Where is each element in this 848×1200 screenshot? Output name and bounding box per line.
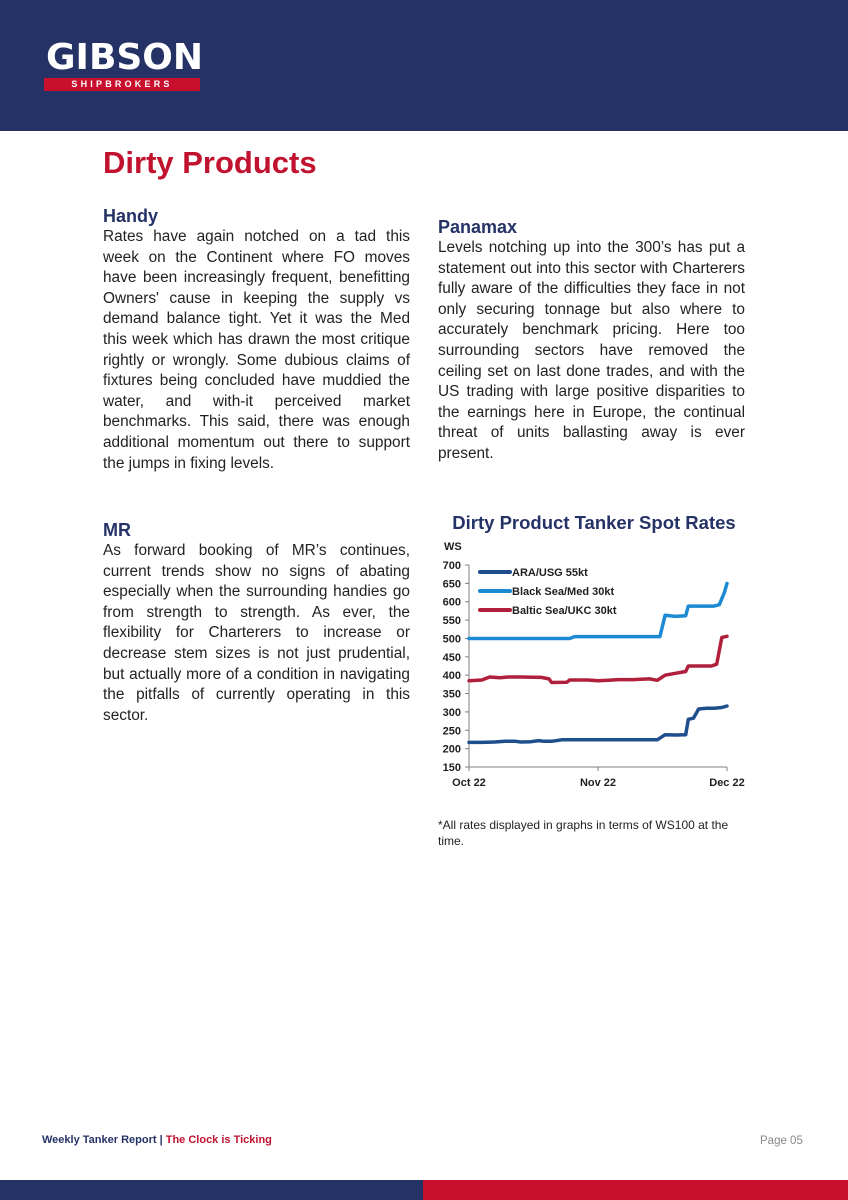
section-panamax: [438, 216, 745, 465]
section-body-panamax: Levels notching up into the 300’s has put a statement out into this sector with Charterers fully aware of the difficulties they face in not only securing tonnage but also where to accurately benchmark pricing. Here too surrounding sectors have removed the ceiling set on last done trades, and with the US trading with large positive disparities to the earnings here in Europe, the continual threat of units ballasting away is ever present.: [438, 239, 745, 462]
footer-band-red: [423, 1180, 848, 1200]
spot-rates-chart: [430, 536, 750, 796]
x-tick-label: Nov 22: [579, 777, 617, 789]
legend-label-2: Black Sea/Med 30kt: [512, 586, 615, 598]
page-title: Dirty Products: [103, 145, 317, 180]
x-tick-label: Oct 22: [452, 777, 486, 789]
y-tick-label: 300: [442, 706, 461, 719]
chart-title: Dirty Product Tanker Spot Rates: [452, 512, 736, 533]
logo-wordmark: GIBSON: [46, 37, 204, 78]
y-tick-label: 200: [442, 743, 461, 756]
legend-label-3: Baltic Sea/UKC 30kt: [512, 605, 617, 617]
x-tick-label: Dec 22: [709, 777, 745, 789]
page-number: Page 05: [760, 1135, 803, 1147]
y-tick-label: 500: [442, 633, 461, 646]
header-band: [0, 0, 848, 131]
y-tick-label: 400: [442, 670, 461, 683]
section-mr: [103, 519, 410, 726]
y-tick-label: 600: [442, 596, 461, 609]
y-tick-label: 450: [442, 651, 461, 664]
y-tick-label: 550: [442, 615, 461, 628]
y-tick-label: 700: [442, 560, 461, 572]
footer-tagline: The Clock is Ticking: [165, 1134, 272, 1146]
logo-subtitle: SHIPBROKERS: [44, 78, 200, 91]
chart-y-axis-label: WS: [444, 541, 462, 553]
section-body-handy: Rates have again notched on a tad this week on the Continent where FO moves have been increasingly frequent, benefitting Owners' cause in keeping the supply vs demand balance tight. Yet it was the Med this week which has drawn the most critique rightly or wrongly. Some dubious claims of fixtures being concluded have muddied the water, and with-it perceived market benchmarks. This said, there was enough additional momentum out there to support the jumps in fixing levels.: [103, 228, 410, 472]
footer-band-blue: [0, 1180, 423, 1200]
y-tick-label: 250: [442, 725, 461, 738]
footer-report-name: Weekly Tanker Report: [42, 1134, 157, 1146]
gibson-logo: [44, 38, 204, 91]
y-tick-label: 150: [442, 762, 461, 774]
y-tick-label: 350: [442, 688, 461, 701]
section-title-panamax: Panamax: [438, 217, 518, 237]
section-handy: [103, 205, 410, 474]
section-title-mr: MR: [103, 520, 131, 540]
y-tick-label: 650: [442, 578, 461, 591]
footer-separator: |: [159, 1134, 163, 1146]
section-title-handy: Handy: [103, 206, 159, 226]
chart-footnote: *All rates displayed in graphs in terms of WS100 at the time.: [438, 818, 729, 848]
legend-label-1: ARA/USG 55kt: [512, 567, 588, 579]
footer-report-title: [42, 1134, 272, 1146]
series-line-1: [469, 706, 727, 742]
section-body-mr: As forward booking of MR’s continues, current trends show no signs of abating especially when the surrounding handies go from strength to strength. As ever, the flexibility for Charterers to increase or decrease stem sizes is not just prudential, but actually more of a condition in navigating the pitfalls of currently operating in this sector.: [103, 542, 410, 724]
series-line-3: [469, 636, 727, 682]
